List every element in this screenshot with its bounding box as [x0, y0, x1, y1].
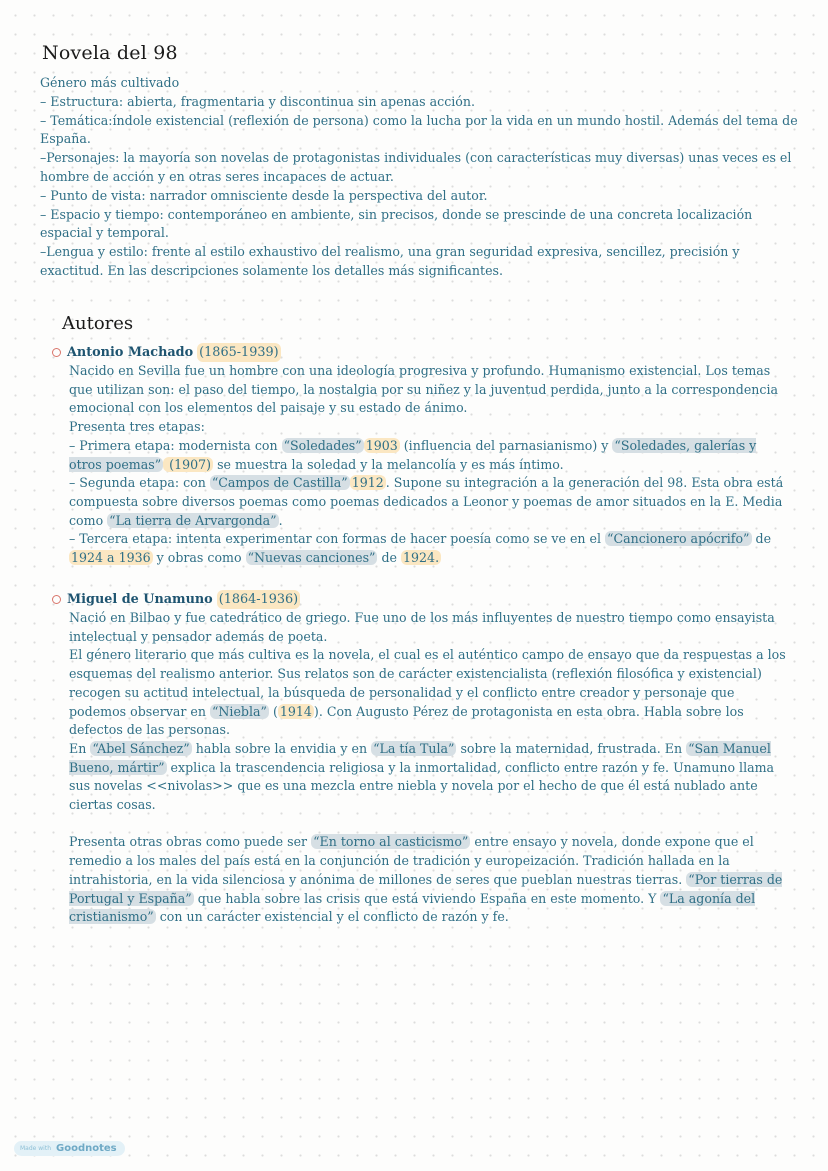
text: – Primera etapa: modernista con	[69, 437, 282, 453]
text: entre ensayo y novela, donde expone que el remedio a los males del país está en la conjunción de tradición y europeización. Tradición hallada en la intrahistoria, en la vida silenciosa y anónima de millones de seres que pueblan nuestras tierras.	[69, 834, 754, 887]
text: – Segunda etapa: con	[69, 475, 210, 491]
work-title: “Abel Sánchez”	[92, 740, 190, 756]
work-year: 1903	[365, 437, 398, 453]
text: Presenta otras obras como puede ser	[69, 834, 312, 850]
paragraph	[69, 740, 792, 815]
intro-line: – Temática:índole existencial (reflexión de persona) como la lucha por la vida en un mundo hostil. Además del tema de España.	[40, 112, 798, 147]
text: habla sobre la envidia y en	[191, 740, 372, 756]
author-unamuno	[52, 590, 792, 927]
author-name: Miguel de Unamuno	[67, 592, 213, 607]
work-year: 1924 a 1936	[71, 550, 151, 566]
circle-bullet-icon	[52, 348, 61, 357]
text: En	[69, 740, 91, 756]
text: . Supone su integración a la generación del 98. Esta obra está compuesta sobre diversos poemas como poemas dedicados a Leonor y poemas de amor situados en la E. Media como	[69, 475, 784, 528]
stage-3	[69, 530, 792, 567]
text: explica la trascendencia religiosa y la inmortalidad, conflicto entre razón y fe. Unamuno llama sus novelas <<nivolas>> que es una mezcla entre niebla y novela por el hecho de que él está nublado ante ciertas cosas.	[69, 759, 775, 813]
text: con un carácter existencial y el conflicto de razón y fe.	[155, 909, 509, 925]
badge-brand: Goodnotes	[56, 1143, 117, 1154]
intro-line: – Estructura: abierta, fragmentaria y discontinua sin apenas acción.	[40, 93, 475, 109]
work-title: “Soledades, galerías y otros poemas”	[69, 437, 757, 472]
work-title: “La agonía del cristianismo”	[69, 890, 756, 925]
work-year: 1914	[279, 703, 312, 719]
author-header	[52, 343, 792, 362]
text: ). Con Augusto Pérez de protagonista en esta obra. Habla sobre los defectos de las personas.	[69, 703, 744, 738]
work-title: “Soledades”	[283, 437, 362, 453]
paragraph	[69, 833, 792, 927]
work-title: “San Manuel Bueno, mártir”	[69, 740, 771, 775]
author-years: (1864-1936)	[218, 592, 299, 607]
text: de	[377, 550, 402, 566]
goodnotes-badge[interactable]	[14, 1141, 125, 1156]
work-title: “Cancionero apócrifo”	[607, 531, 750, 547]
paragraph: Presenta tres etapas:	[69, 419, 205, 435]
authors-heading: Autores	[62, 313, 134, 334]
paragraph: Nació en Bilbao y fue catedrático de griego. Fue uno de los más influyentes de nuestro tiempo como ensayista intelectual y pensador además de poeta.	[69, 610, 775, 644]
text: (influencia del parnasianismo) y	[399, 437, 613, 453]
author-body	[69, 362, 792, 568]
author-name: Antonio Machado	[67, 345, 194, 360]
text: se muestra la soledad y la melancolía y es más íntimo.	[213, 456, 564, 472]
page-title: Novela del 98	[42, 42, 178, 64]
work-title: “La tía Tula”	[373, 740, 455, 756]
text: (	[268, 703, 278, 719]
intro-line: Género más cultivado	[40, 75, 180, 90]
work-title: “Por tierras de Portugal y España”	[69, 871, 783, 906]
intro-section	[40, 74, 800, 281]
paragraph: Nacido en Sevilla fue un hombre con una ideología progresiva y profundo. Humanismo existencial. Los temas que utilizan son: el paso del tiempo, la nostalgia por su niñez y la juventud perdida, junto a la correspondencia emocional con los elementos del paisaje y su estado de ánimo.	[69, 363, 778, 416]
work-title: “Nuevas canciones”	[247, 550, 376, 566]
text: que habla sobre las crisis que está viviendo España en este momento. Y	[193, 890, 661, 906]
author-years: (1865-1939)	[199, 345, 279, 360]
text: – Tercera etapa: intenta experimentar con formas de hacer poesía como se ve en el	[69, 531, 606, 547]
text: .	[278, 512, 283, 528]
work-title: “La tierra de Arvargonda”	[109, 512, 277, 528]
work-title: “En torno al casticismo”	[313, 834, 469, 850]
work-title: “Niebla”	[211, 703, 267, 719]
intro-line: – Espacio y tiempo: contemporáneo en ambiente, sin precisos, donde se prescinde de una concreta localización espacial y temporal.	[40, 206, 753, 241]
circle-bullet-icon	[52, 595, 61, 604]
intro-line: –Lengua y estilo: frente al estilo exhaustivo del realismo, una gran seguridad expresiva, sencillez, precisión y exactitud. En las descripciones solamente los detalles más significantes.	[40, 244, 740, 278]
text: y obras como	[152, 550, 246, 566]
author-machado	[52, 343, 792, 568]
author-body	[69, 609, 792, 927]
author-header	[52, 590, 792, 609]
badge-prefix: Made with	[20, 1145, 51, 1152]
work-title: “Campos de Castilla”	[211, 475, 348, 491]
stage-2	[69, 474, 792, 530]
text: El género literario que más cultiva es la novela, el cual es el auténtico campo de ensayo que da respuestas a los esquemas del realismo anterior. Sus relatos son de carácter existencialista (reflexión filosófica y existencial) recogen su actitud intelectual, la búsqueda de personalidad y el conflicto entre creador y personaje que podemos observar en	[69, 647, 786, 719]
work-year: 1912	[351, 475, 384, 491]
spacer	[69, 815, 792, 834]
text: sobre la maternidad, frustrada. En	[456, 740, 687, 756]
intro-line: –Personajes: la mayoría son novelas de protagonistas individuales (con características muy diversas) unas veces es el hombre de acción y en otras seres incapaces de actuar.	[40, 150, 792, 184]
stage-1	[69, 437, 792, 474]
paragraph	[69, 646, 792, 740]
work-year: (1907)	[165, 456, 212, 472]
work-year: 1924.	[403, 550, 440, 566]
intro-line: – Punto de vista: narrador omnisciente desde la perspectiva del autor.	[40, 187, 488, 203]
text: de	[751, 531, 772, 547]
